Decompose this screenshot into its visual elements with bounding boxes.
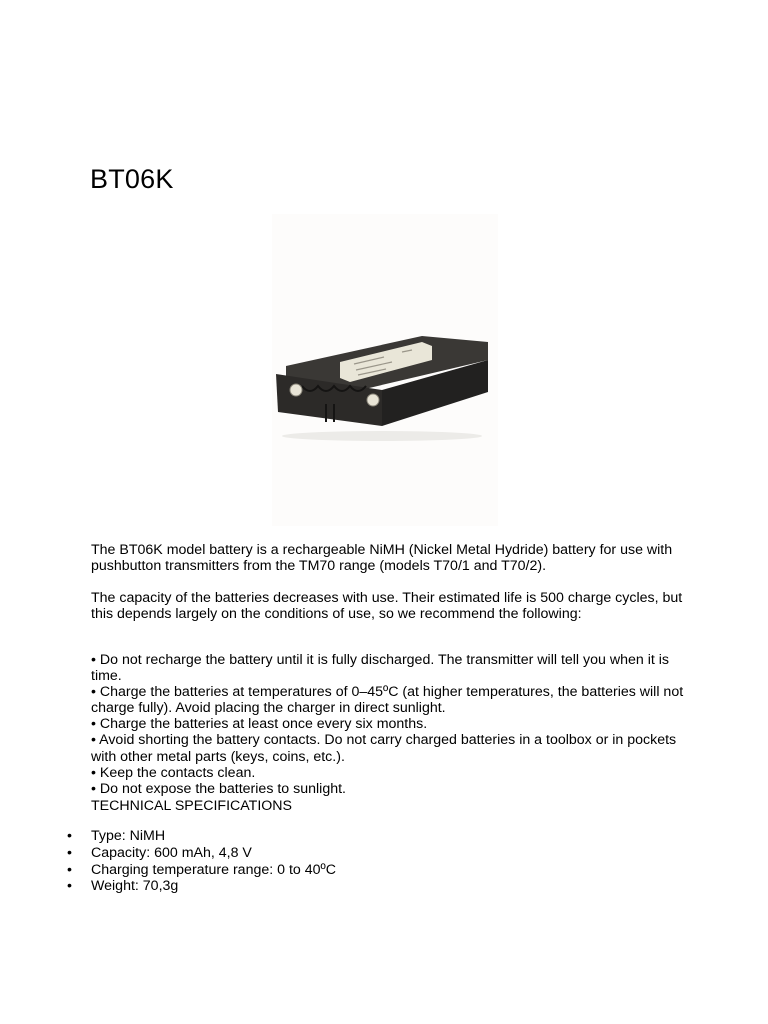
spec-text: Weight: 70,3g	[91, 878, 179, 895]
recommendation-item: • Charge the batteries at least once every six months.	[91, 716, 428, 733]
specs-heading: TECHNICAL SPECIFICATIONS	[91, 798, 293, 814]
page-title: BT06K	[90, 164, 174, 194]
spec-text: Charging temperature range: 0 to 40ºC	[91, 861, 336, 878]
bullet-icon: •	[67, 828, 72, 844]
spec-text: Capacity: 600 mAh, 4,8 V	[91, 844, 252, 861]
recommendation-item: • Do not expose the batteries to sunlight.	[91, 780, 346, 797]
spec-item	[62, 862, 336, 879]
bullet-icon: •	[67, 844, 72, 861]
recommendation-item: • Keep the contacts clean.	[91, 764, 256, 781]
capacity-paragraph: The capacity of the batteries decreases with use. Their estimated life is 500 charge cycles, but this depends largely on the conditions of use, so we recommend the following:	[91, 590, 683, 622]
spec-item	[62, 845, 336, 862]
recommendation-item: • Charge the batteries at temperatures of 0–45ºC (at higher temperatures, the batteries will not charge fully). Avoid placing the charger in direct sunlight.	[91, 684, 684, 717]
recommendations-list	[91, 652, 691, 797]
spec-item	[62, 828, 336, 845]
intro-paragraph: The BT06K model battery is a rechargeable NiMH (Nickel Metal Hydride) battery for use with pushbutton transmitters from the TM70 range (models T70/1 and T70/2).	[91, 542, 673, 574]
recommendation-item: • Avoid shorting the battery contacts. Do not carry charged batteries in a toolbox or in pockets with other metal parts (keys, coins, etc.).	[91, 732, 677, 765]
recommendation-item: • Do not recharge the battery until it is fully discharged. The transmitter will tell you when it is time.	[91, 652, 669, 685]
battery-photo	[272, 214, 498, 526]
spec-item	[62, 878, 336, 895]
spec-text: Type: NiMH	[91, 828, 166, 844]
bullet-icon: •	[67, 878, 72, 895]
specs-list	[62, 828, 336, 895]
bullet-icon: •	[67, 861, 72, 878]
